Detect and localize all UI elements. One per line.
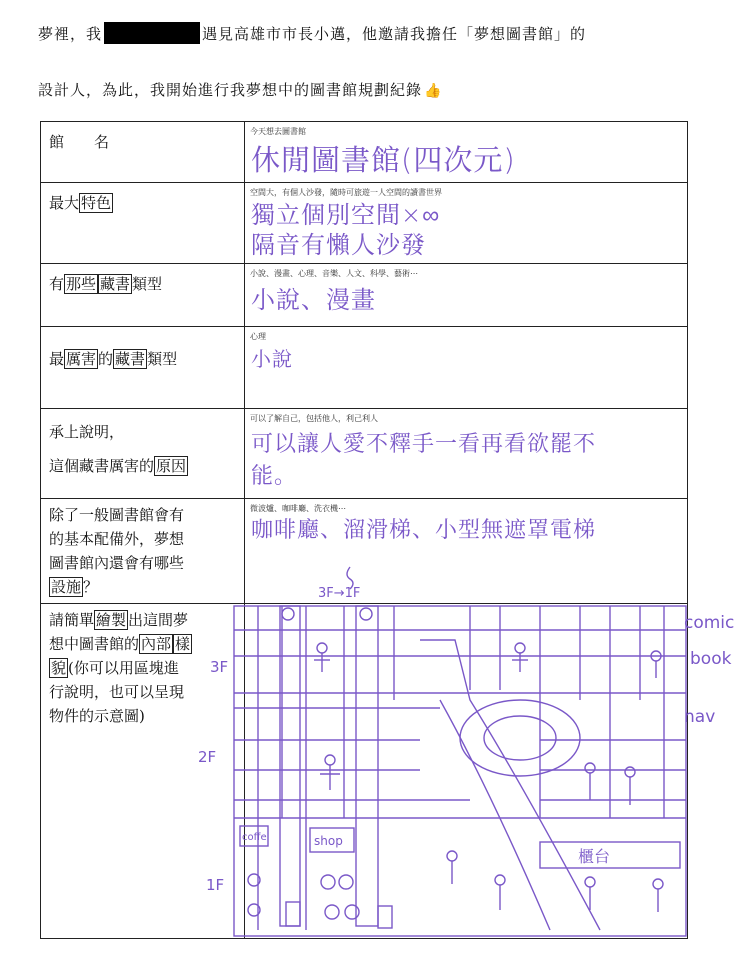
answer-reason: 可以了解自己，包括他人，利己利人 可以讓人愛不釋手一看再看欲罷不 能。	[245, 409, 688, 499]
elevator-icon	[282, 608, 294, 620]
question-facilities: 除了一般圖書館會有 的基本配備外，夢想 圖書館內還會有哪些 設施 ？	[41, 499, 245, 604]
thumbs-up-icon: 👍	[424, 83, 443, 99]
question-main-feature: 最大 特色	[41, 183, 245, 264]
svg-text:shop: shop	[314, 834, 343, 848]
elevator-shaft-right	[356, 606, 378, 926]
answer-collection-types: 小說、漫畫、心理、音樂、人文、科學、藝術⋯ 小說、漫畫	[245, 264, 688, 327]
elevator-icon	[360, 608, 372, 620]
intro-line-2: 設計人，為此，我開始進行我夢想中的圖書館規劃紀錄 👍	[38, 81, 443, 99]
floor-label-1f: 1F	[206, 876, 225, 894]
handwritten-answer-line-2: 能。	[251, 464, 298, 489]
handwritten-answer: 小說、漫畫	[251, 286, 376, 314]
slide-path	[420, 640, 600, 930]
floor-label-3f: 3F	[210, 658, 229, 676]
slide-loop	[460, 700, 580, 776]
question-library-name: 館 名	[41, 122, 245, 183]
side-note-book: book	[690, 649, 732, 669]
door-icon	[378, 906, 392, 928]
intro-line-1: 夢裡，我 遇見高雄市市長小邁，他邀請我擔任「夢想圖書館」的	[38, 22, 586, 44]
handwritten-answer-line-2: 隔音有懶人沙發	[251, 231, 426, 259]
answer-facilities: 微波爐、咖啡廳、洗衣機⋯ 咖啡廳、溜滑梯、小型無遮罩電梯	[245, 499, 688, 604]
handwritten-answer-line-1: 可以讓人愛不釋手一看再看欲罷不	[251, 432, 597, 457]
handwritten-answer: 咖啡廳、溜滑梯、小型無遮罩電梯	[251, 518, 597, 543]
floor-label-2f: 2F	[198, 748, 217, 766]
question-reason: 承上說明， 這個藏書厲害的 原因	[41, 409, 245, 499]
side-note-nav: nav	[684, 707, 716, 727]
handwritten-answer-line-1: 獨立個別空間×∞	[251, 201, 441, 229]
elevator-shaft-left	[280, 606, 300, 926]
question-best-collection: 最 厲害 的 藏書 類型	[41, 327, 245, 409]
handwritten-answer: 小說	[251, 347, 293, 371]
side-note-comic: comic	[684, 613, 735, 633]
question-sketch: 請簡單 繪製 出這間夢 想中圖書館的 內部 樣 貌 (你可以用區塊進 行說明，也可以呈現 物件的示意圖)	[41, 604, 245, 939]
svg-text:櫃台: 櫃台	[578, 847, 611, 866]
handwritten-answer: 休閒圖書館(四次元)	[251, 143, 516, 177]
svg-text:coffe: coffe	[242, 832, 267, 843]
answer-best-collection: 心理 小說	[245, 327, 688, 409]
answer-library-name: 今天想去圖書館 休閒圖書館(四次元)	[245, 122, 688, 183]
elevator-note: 3F→1F	[318, 586, 361, 601]
question-collection-types: 有 那些 藏書 類型	[41, 264, 245, 327]
answer-main-feature: 空間大，有個人沙發，隨時可旅遊一人空間的讀書世界 獨立個別空間×∞ 隔音有懶人沙發	[245, 183, 688, 264]
